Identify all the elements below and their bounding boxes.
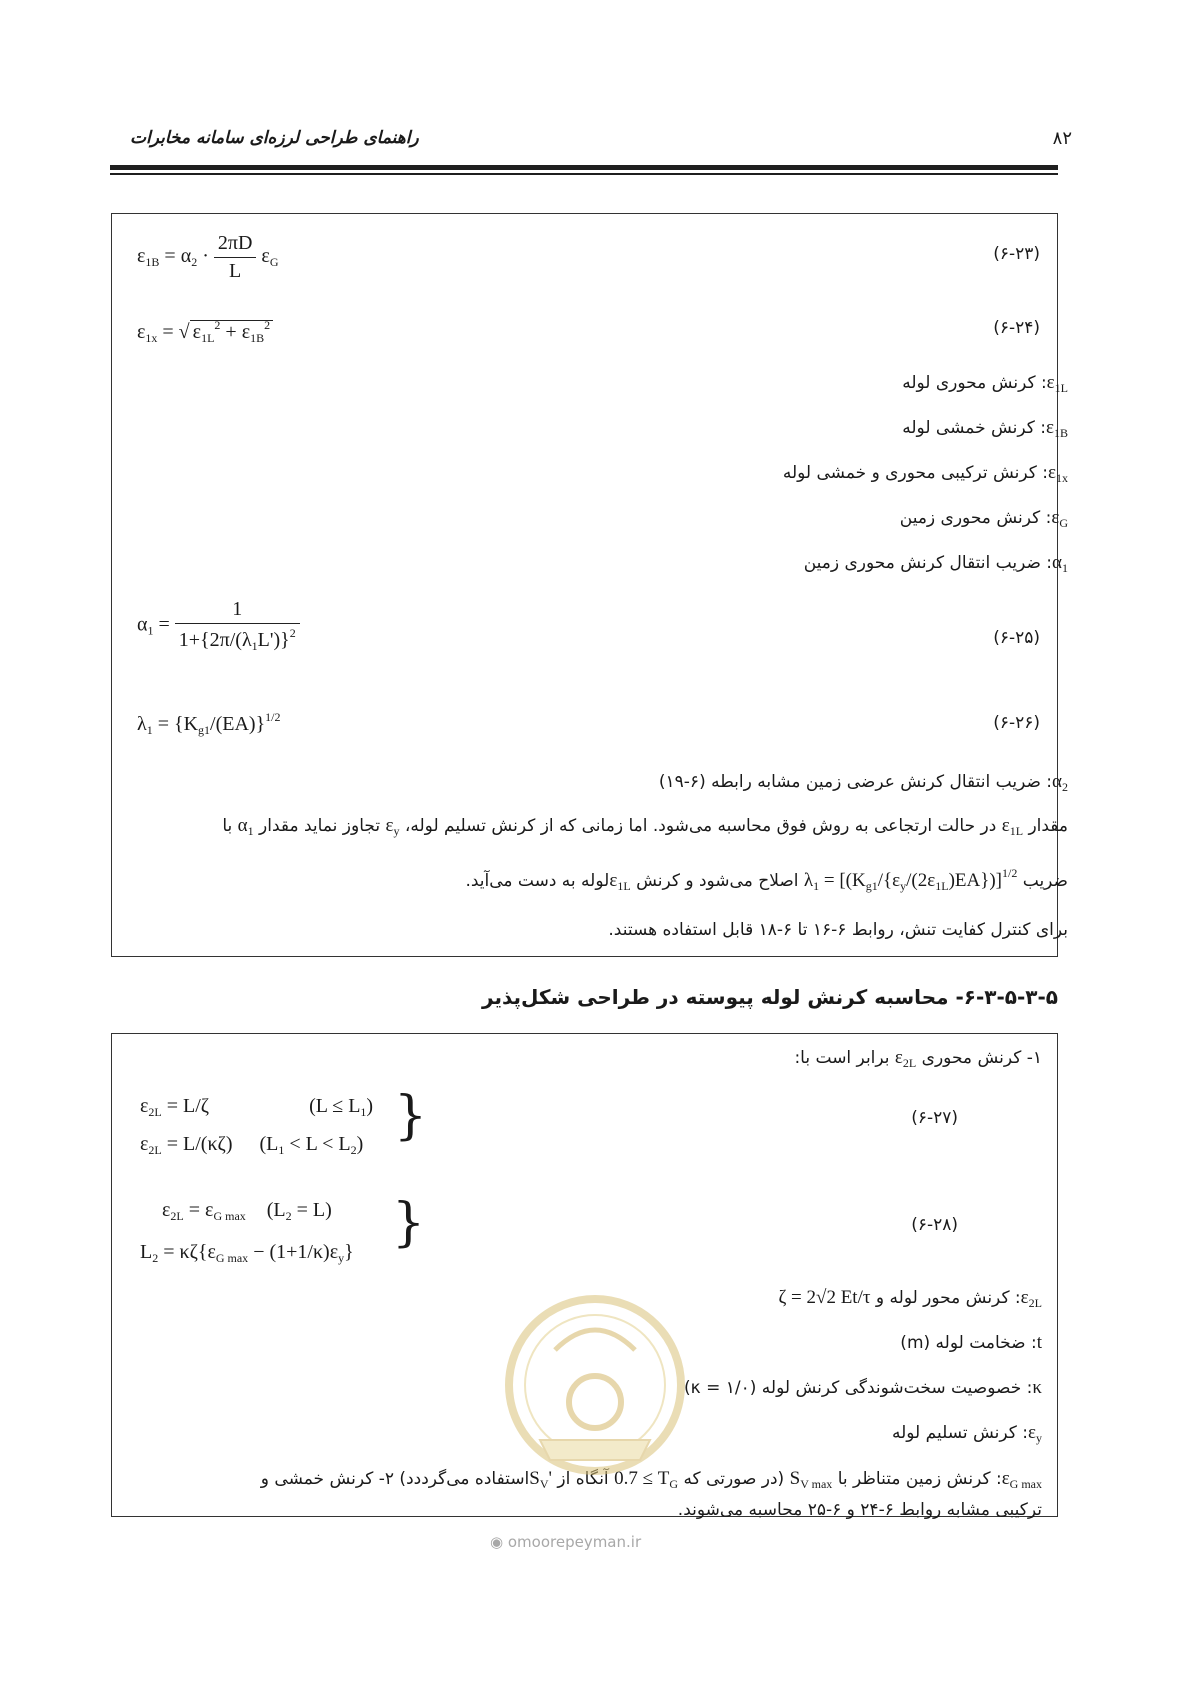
publisher-seal-watermark [500, 1290, 690, 1480]
equation-6-26: $\lambda_1 = \{K_{g1}/(EA)\}^{1/2}$ [137, 710, 281, 737]
def-e1x: $\varepsilon_{1x}$: کرنش ترکیبی محوری و خمشی لوله [782, 462, 1068, 485]
page-number: ۸۲ [1052, 128, 1072, 149]
equation-6-28: $\varepsilon_{2L} = \varepsilon_{G max}$ $(L_2 = L)$ $L_2 = \kappa\zeta\{\varepsilon_{G max} - (1+1/\kappa)\varepsilon_y\}$ [140, 1199, 354, 1265]
def-kappa: κ: خصوصیت سخت‌شوندگی کرنش لوله (۱/۰ = κ) [684, 1377, 1042, 1398]
running-title: راهنمای طراحی لرزه‌ای سامانه مخابرات [130, 128, 419, 148]
header-rule-thin [110, 173, 1058, 175]
equation-6-25: $\alpha_1$ = $\frac{1}{1+\{2\pi/(\lambda_1L')\}^2}$ [137, 598, 300, 654]
equation-6-28-brace: } [392, 1193, 426, 1253]
def-alpha1: $\alpha_1$: ضریب انتقال کرنش محوری زمین [803, 552, 1068, 575]
def-egmax: $\varepsilon_{G max}$: کرنش زمین متناظر با $S_{V max}$ (در صورتی که $0.7 \le T_G$ آنگاه از $S_V'استفاده$ می‌گرددد) ۲- کرنش خمشی و [260, 1468, 1042, 1491]
def-e1l: $\varepsilon_{1L}$: کرنش محوری لوله [902, 372, 1068, 395]
header-rule-thick [110, 165, 1058, 170]
equation-6-23: $\varepsilon_{1B} = \alpha_2$ · $\frac{2\pi D}{L}$ $\varepsilon_G$ [137, 232, 279, 282]
equation-6-24: $\varepsilon_{1x}$ = √ $\varepsilon_{1L}^2 + \varepsilon_{1B}^2$ [137, 318, 273, 346]
footer-url: ◉ omoorepeyman.ir [490, 1533, 642, 1551]
equation-number-6-27: (۶-۲۷) [911, 1108, 958, 1128]
globe-icon: ◉ [490, 1533, 508, 1551]
equation-number-6-25: (۶-۲۵) [993, 628, 1040, 648]
equation-6-27-brace: } [394, 1086, 428, 1146]
section-heading: ۶-۳-۵-۳-۵- محاسبه کرنش لوله پیوسته در طراحی شکل‌پذیر [482, 985, 1058, 1009]
paragraph-line-2: ضریب $\lambda_1 = [(K_{g1}/\{\varepsilon_y/(2\varepsilon_{1L})EA\})]^{1/2}$ اصلاح می‌شود و کرنش $\varepsilon_{1L}لوله$ به دست می‌آید. [465, 866, 1068, 893]
def-t: t: ضخامت لوله (m) [900, 1332, 1042, 1353]
equation-number-6-28: (۶-۲۸) [911, 1215, 958, 1235]
equation-number-6-24: (۶-۲۴) [993, 318, 1040, 338]
last-line: ترکیبی مشابه روابط ۶-۲۴ و ۶-۲۵ محاسبه می‌شوند. [677, 1500, 1042, 1520]
def-eg: $\varepsilon_G$: کرنش محوری زمین [899, 507, 1068, 530]
equation-number-6-23: (۶-۲۳) [993, 244, 1040, 264]
def-e2l: $\varepsilon_{2L}$: کرنش محور لوله و ζ = 2√2 Et/τ [778, 1287, 1042, 1310]
equation-number-6-26: (۶-۲۶) [993, 713, 1040, 733]
def-e1b: $\varepsilon_{1B}$: کرنش خمشی لوله [902, 417, 1068, 440]
def-alpha2: $\alpha_2$: ضریب انتقال کرنش عرضی زمین مشابه رابطه (۶-۱۹) [658, 771, 1068, 794]
paragraph-line-3: برای کنترل کفایت تنش، روابط ۶-۱۶ تا ۶-۱۸ قابل استفاده هستند. [608, 920, 1068, 940]
equation-6-27: $\varepsilon_{2L} = L/\zeta$ $(L \le L_1)$ $\varepsilon_{2L} = L/(\kappa\zeta) (L_1 < L < L_2)$ [140, 1095, 374, 1157]
item-1-axial-strain: ۱- کرنش محوری $\varepsilon_{2L}$ برابر است با: [794, 1047, 1042, 1070]
paragraph-line-1: مقدار $\varepsilon_{1L}$ در حالت ارتجاعی به روش فوق محاسبه می‌شود. اما زمانی که از کرنش تسلیم لوله، $\varepsilon_y$ تجاوز نماید مقدار $\alpha_1$ با [222, 815, 1068, 838]
def-ey: $\varepsilon_y$: کرنش تسلیم لوله [891, 1422, 1042, 1445]
